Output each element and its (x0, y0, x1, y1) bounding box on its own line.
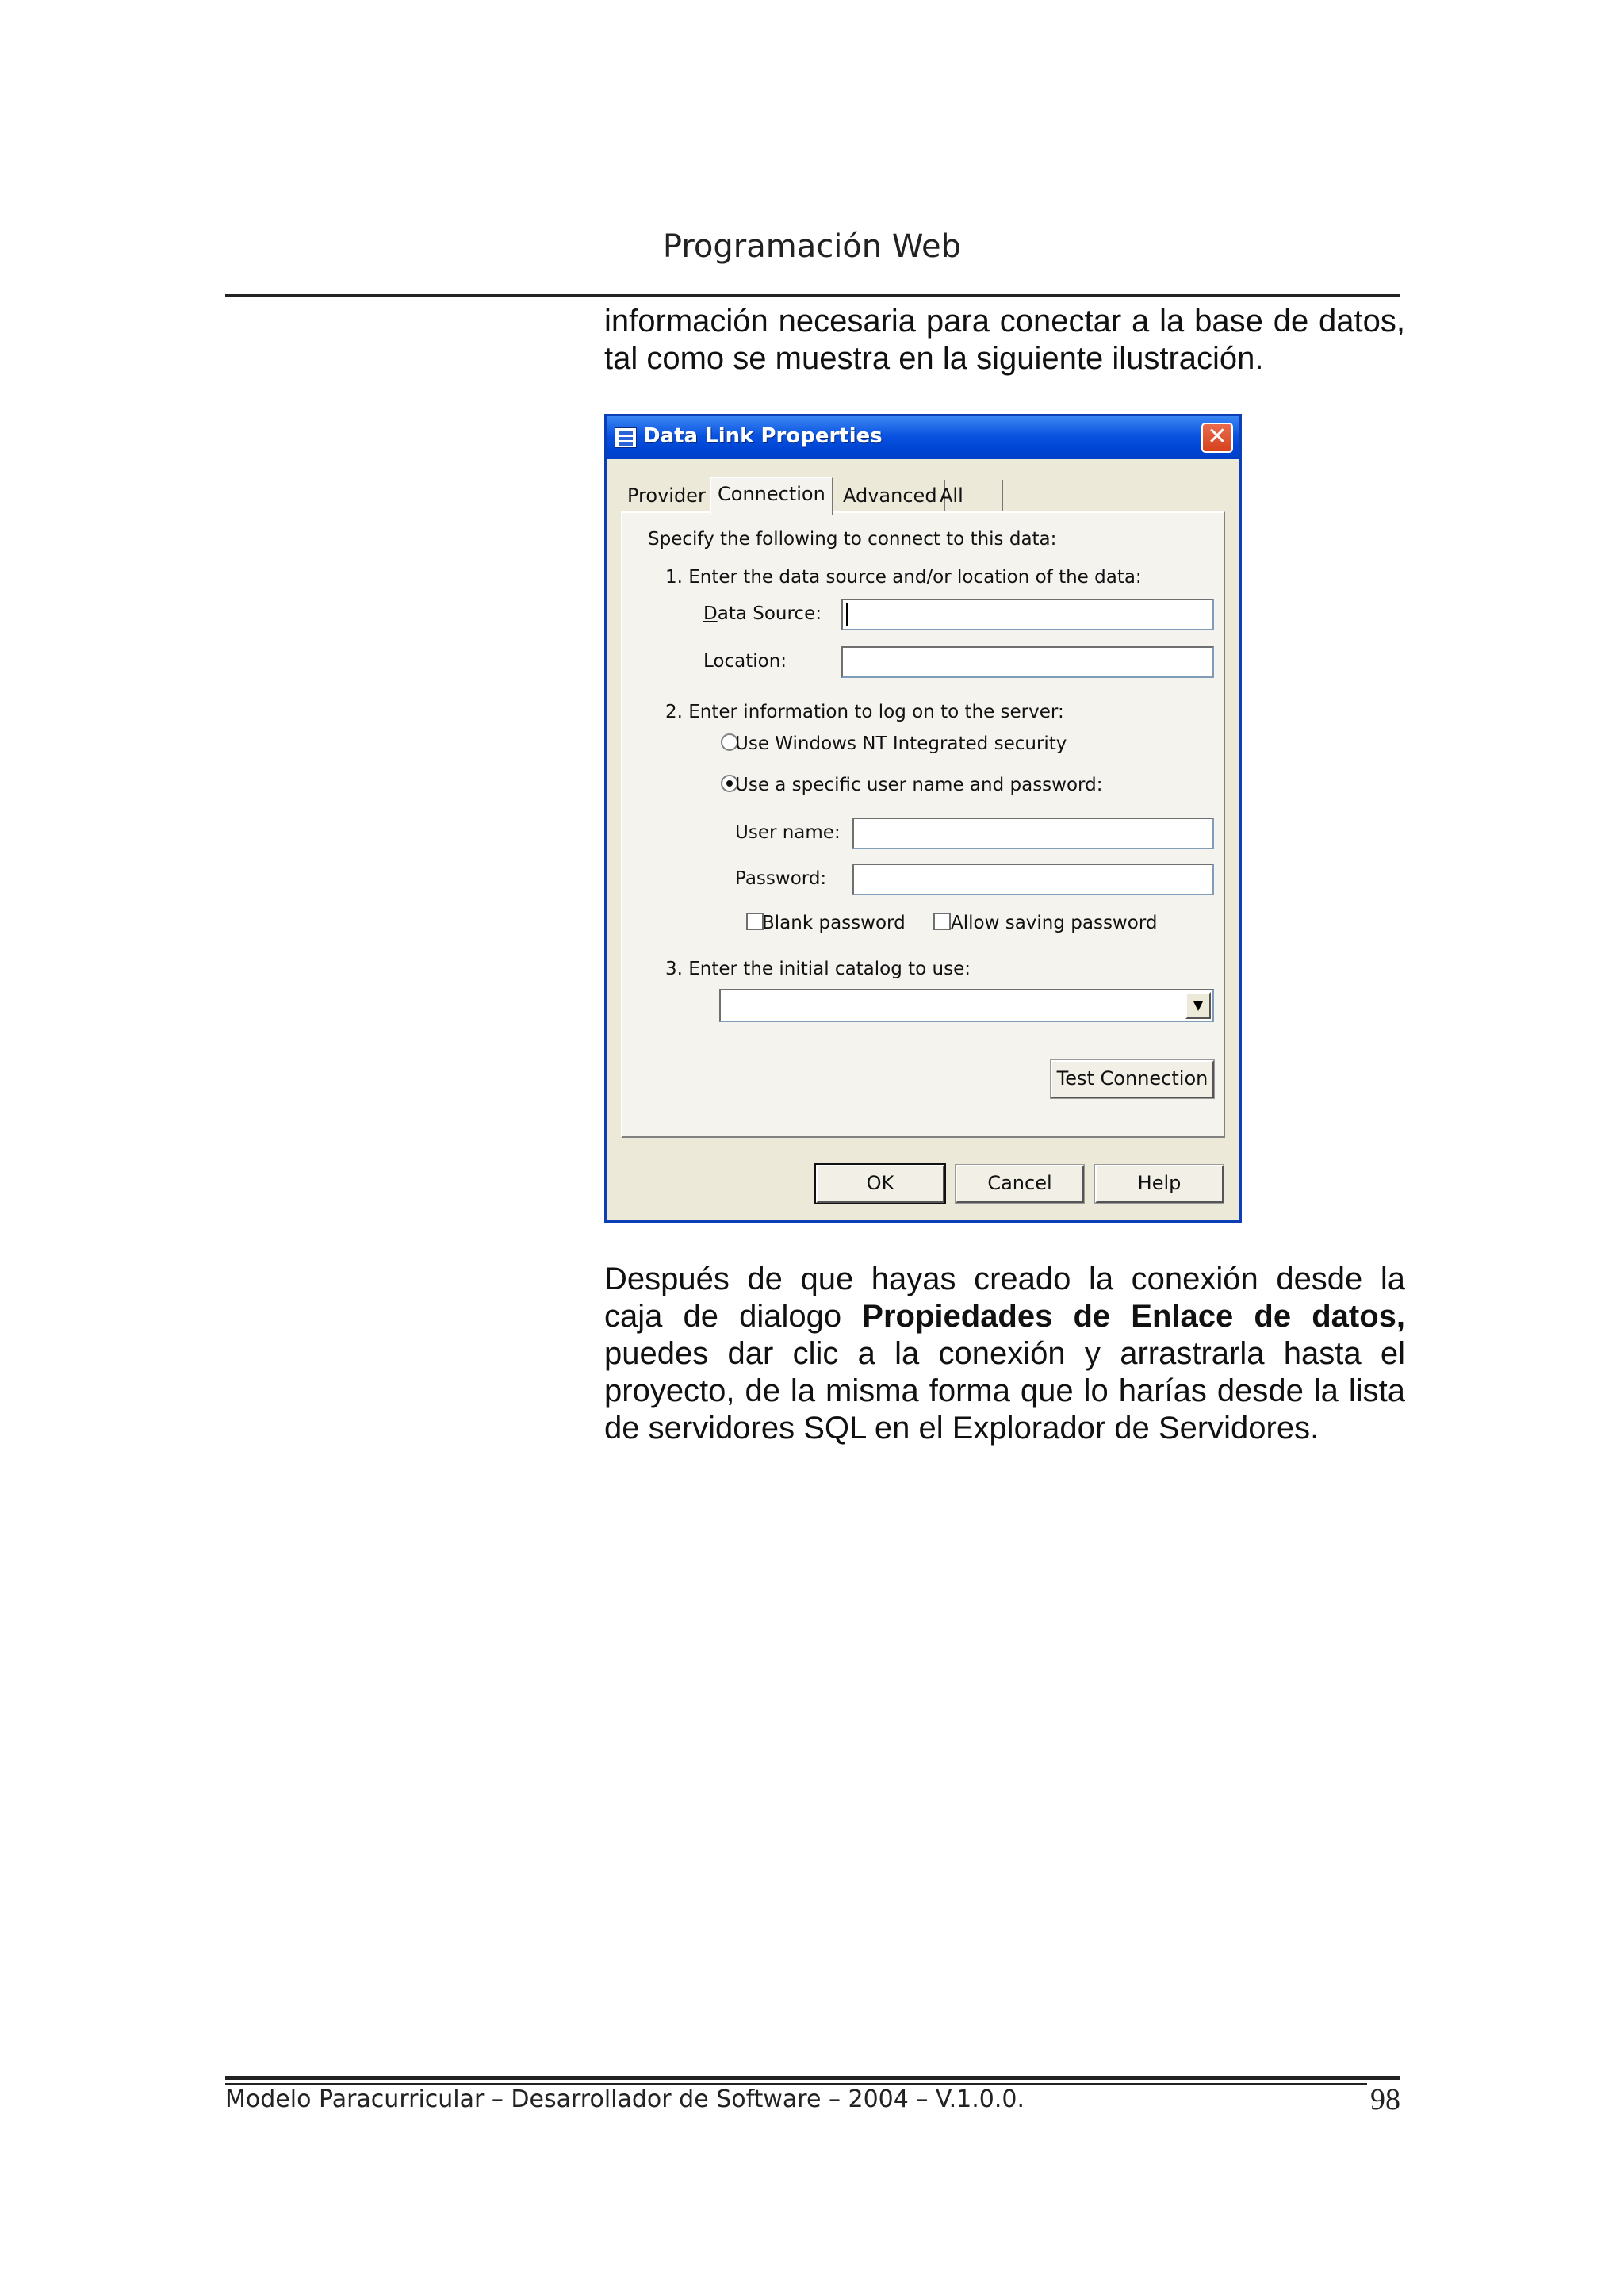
connection-panel (621, 511, 1225, 1138)
test-connection-button[interactable]: Test Connection (1051, 1060, 1214, 1098)
location-input[interactable] (841, 646, 1214, 678)
allow-saving-label[interactable]: Allow saving password (951, 913, 1158, 933)
page-header-title: Programación Web (662, 228, 962, 265)
blank-password-label[interactable]: Blank password (762, 913, 906, 933)
body-line-4: proyecto, de la misma forma que lo harías desde la lista (604, 1373, 1405, 1408)
data-link-app-icon (615, 427, 637, 448)
initial-catalog-select[interactable] (719, 989, 1214, 1022)
blank-password-checkbox[interactable] (746, 913, 764, 930)
data-link-properties-dialog (604, 414, 1242, 1223)
footer-rule (225, 2076, 1400, 2080)
instruction-text: Specify the following to connect to this data: (648, 529, 1057, 550)
allow-saving-checkbox[interactable] (933, 913, 951, 930)
close-icon: ✕ (1207, 423, 1228, 450)
step1-label: 1. Enter the data source and/or location of the data: (665, 567, 1142, 588)
help-button[interactable]: Help (1095, 1165, 1224, 1203)
tab-all[interactable]: All (933, 480, 1003, 511)
tab-advanced[interactable]: Advanced (837, 480, 945, 511)
body-line-1: Después de que hayas creado la conexión desde la (604, 1262, 1405, 1296)
windows-nt-label[interactable]: Use Windows NT Integrated security (735, 733, 1067, 754)
data-source-input[interactable] (841, 599, 1214, 630)
ok-button[interactable]: OK (816, 1165, 944, 1203)
dialog-name-bold: Propiedades de Enlace de datos, (862, 1299, 1405, 1334)
chevron-down-icon[interactable]: ▼ (1185, 992, 1211, 1019)
password-input[interactable] (852, 864, 1214, 895)
specific-user-label[interactable]: Use a specific user name and password: (735, 775, 1103, 795)
body-line-5: de servidores SQL en el Explorador de Servidores. (604, 1411, 1320, 1446)
dialog-title: Data Link Properties (643, 424, 883, 448)
tab-provider[interactable]: Provider (621, 480, 714, 511)
tab-connection[interactable]: Connection (710, 477, 833, 515)
password-label: Password: (735, 868, 827, 889)
location-label: Location: (703, 651, 787, 672)
step2-label: 2. Enter information to log on to the server: (665, 702, 1064, 722)
footer-text: Modelo Paracurricular – Desarrollador de Software – 2004 – V.1.0.0. (225, 2085, 1025, 2113)
page-number: 98 (1370, 2083, 1400, 2116)
intro-paragraph (604, 303, 1405, 377)
body-line-2: caja de dialogo Propiedades de Enlace de datos, (604, 1299, 1405, 1334)
cancel-button[interactable]: Cancel (956, 1165, 1084, 1203)
text-caret (846, 603, 848, 626)
body-paragraph (604, 1261, 1405, 1447)
header-rule (225, 294, 1400, 297)
username-input[interactable] (852, 818, 1214, 849)
dialog-titlebar[interactable] (607, 416, 1239, 459)
close-button[interactable] (1201, 423, 1233, 453)
data-source-label: Data Source: (703, 603, 822, 624)
body-line-3: puedes dar clic a la conexión y arrastrarla hasta el (604, 1336, 1405, 1371)
username-label: User name: (735, 822, 841, 843)
intro-line-2: tal como se muestra en la siguiente ilustración. (604, 341, 1264, 376)
intro-line-1: información necesaria para conectar a la base de datos, (604, 304, 1405, 339)
step3-label: 3. Enter the initial catalog to use: (665, 959, 971, 979)
